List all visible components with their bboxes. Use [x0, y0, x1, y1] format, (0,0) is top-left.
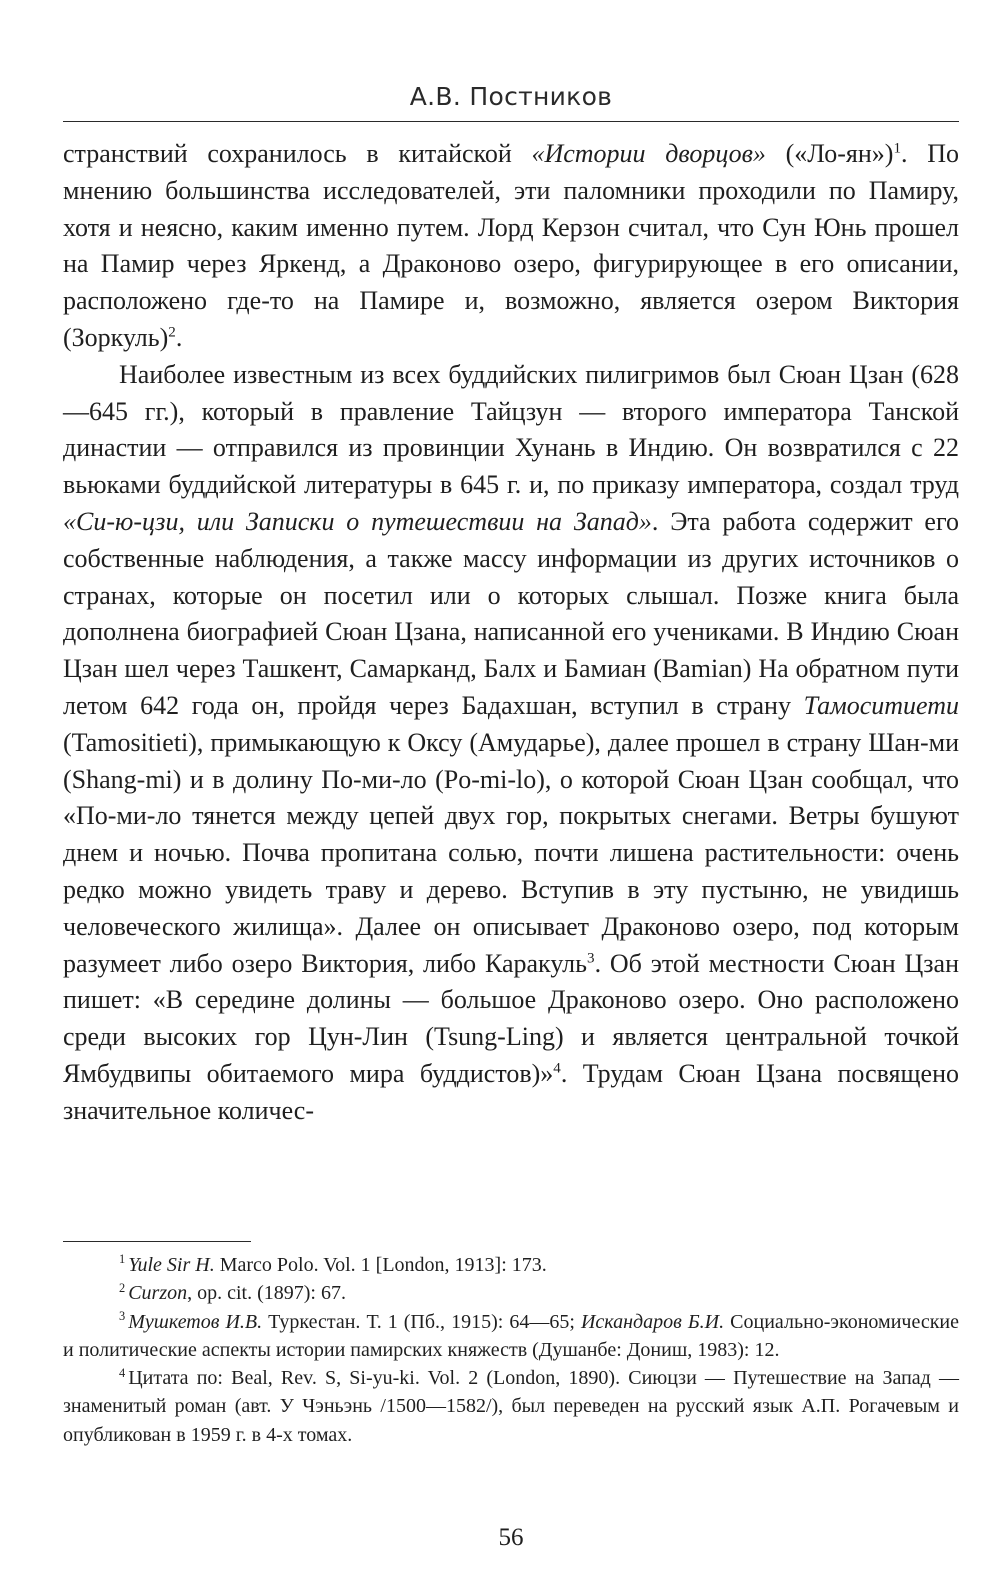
footnote-ref-1[interactable]: 1 [893, 140, 902, 157]
footnote-number: 2 [119, 1280, 126, 1295]
paragraph1-text-b: («Ло-ян») [765, 139, 894, 168]
paragraph1-text-d: . [175, 322, 183, 352]
footnote-number: 4 [119, 1365, 126, 1380]
book-page [63, 0, 959, 1590]
footnote-author: Yule Sir H. [128, 1254, 215, 1276]
paragraph-xuanzang [63, 357, 959, 1130]
running-head-author: А.В. Постников [409, 82, 613, 111]
footnote-separator [63, 1241, 251, 1242]
footnote-ref-4[interactable]: 4 [553, 1060, 561, 1077]
paragraph1-text-a: странствий сохранилось в китайской [63, 139, 532, 168]
footnote-2 [63, 1279, 959, 1307]
footnote-text: , op. cit. (1897): 67. [187, 1282, 346, 1305]
footnote-author: Мушкетов И.В. [128, 1310, 263, 1333]
footnote-author-second: Искандаров Б.И. [580, 1310, 725, 1333]
paragraph1-text-c: . По мнению большинства исследователей, эти паломники проходили по Памиру, хотя и неясно, каким именно путем. Лорд Керзон считал, что Сун Юнь прошел на Памир через Яркенд, а Драконово озеро, фигурирующее в его описании, расположено где-то на Памире и, возможно, является озером Виктория (Зоркуль) [63, 139, 959, 352]
footnote-number: 1 [119, 1252, 126, 1267]
paragraph2-text-e: . Трудам Сюан Цзана посвящено значительное количес- [63, 1058, 959, 1125]
paragraph2-text-d: . Об этой местности Сюан Цзан пишет: «В середине долины — большое Драконово озеро. Оно расположено среди высоких гор Цун-Лин (Tsung-Ling) и является центральной точкой Ямбудвипы обитаемого мира буддистов)» [63, 948, 959, 1088]
footnote-3 [63, 1308, 959, 1365]
footnote-text: Цитата по: Beal, Rev. S, Si-yu-ki. Vol. 2 (London, 1890). Сиюцзи — Путешествие на Запад — знаменитый роман (авт. У Чэньэнь /1500—1582/), был переведен на русский язык А.П. Рогачевым и опубликован в 1959 г. в 4-х томах. [63, 1367, 959, 1446]
term-tamositieti: Тамоситиети [803, 690, 959, 720]
footnote-ref-3[interactable]: 3 [587, 949, 595, 966]
paragraph2-text-b: . Эта работа содержит его собственные наблюдения, а также массу информации из других источников о странах, которые он посетил или о которых слышал. Позже книга была дополнена биографией Сюан Цзана, написанной его учениками. В Индию Сюан Цзан шел через Ташкент, Самарканд, Балх и Бамиан (Bamian) На обратном пути летом 642 года он, пройдя через Бадахшан, вступил в страну [63, 506, 959, 720]
paragraph2-text-c: (Tamositieti), примыкающую к Оксу (Амударье), далее прошел в страну Шан-ми (Shang-mi) и в долину По-ми-ло (Po-mi-lo), о которой Сюан Цзан сообщал, что «По-ми-ло тянется между цепей двух гор, покрытых снегами. Ветры бушуют днем и ночью. Почва пропитана солью, почти лишена растительности: очень редко можно увидеть траву и дерево. Вступив в эту пустыню, не увидишь человеческого жилища». Далее он описывает Драконово озеро, под которым разумеет либо озеро Виктория, либо Каракуль [63, 727, 959, 978]
paragraph-continued [63, 136, 959, 357]
footnote-text-continued: Социально-экономические и политические аспекты истории памирских княжеств (Душанбе: Дониш, 1983): 12. [63, 1310, 960, 1361]
footnote-text: Туркестан. Т. 1 (Пб., 1915): 64—65; [262, 1310, 581, 1333]
footnotes [63, 1251, 959, 1449]
footnote-ref-2[interactable]: 2 [168, 324, 176, 341]
title-istorii-dvortsov: «Истории дворцов» [531, 139, 766, 168]
footnote-number: 3 [119, 1308, 126, 1323]
title-si-yu-tszi: «Си-ю-цзи, или Записки о путешествии на Запад» [63, 506, 652, 536]
footnote-1 [63, 1251, 959, 1279]
paragraph2-text-a: Наиболее известным из всех буддийских пилигримов был Сюан Цзан (628—645 гг.), который в правление Тайцзун — второго императора Танской династии — отправился из провинции Хунань в Индию. Он возвратился с 22 вьюками буддийской литературы в 645 г. и, по приказу императора, создал труд [63, 359, 959, 500]
page-number: 56 [498, 1524, 524, 1551]
footnote-text: Marco Polo. Vol. 1 [London, 1913]: 173. [214, 1254, 547, 1276]
header-rule [63, 121, 959, 122]
footnote-author: Curzon [128, 1282, 188, 1305]
footnote-4 [63, 1364, 959, 1449]
main-text [63, 136, 959, 1130]
